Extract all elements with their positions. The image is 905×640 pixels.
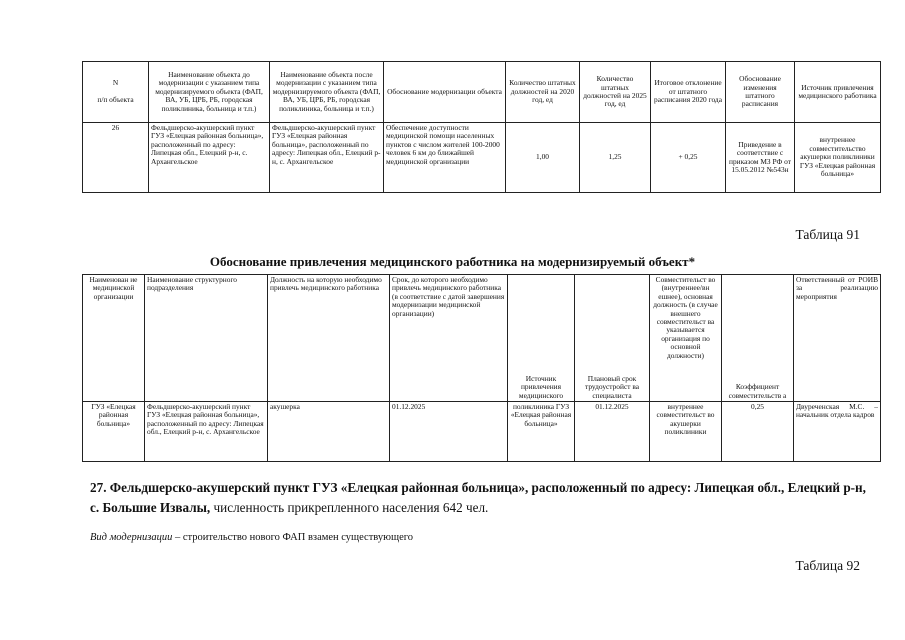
table-cell: 01.12.2025 [575, 402, 650, 462]
table-cell: 01.12.2025 [390, 402, 508, 462]
header-cell: Источник привлечения медицинского [508, 275, 575, 402]
header-cell: Коэффициент совместительств а [722, 275, 794, 402]
header-cell: Количество штатных должностей на 2025 год, ед [580, 62, 651, 123]
table-cell: 26 [83, 123, 149, 193]
table-cell: внутреннее совместительство акушерки поликлиники ГУЗ «Елецкая районная больница» [795, 123, 881, 193]
table-number: Таблица 92 [795, 558, 860, 573]
table-cell: акушерка [268, 402, 390, 462]
table-cell: внутреннее совместительст во акушерки поликлиники [650, 402, 722, 462]
header-cell: Обоснование модернизации объекта [384, 62, 506, 123]
header-cell: Источник привлечения медицинского работника [795, 62, 881, 123]
header-row [83, 62, 881, 123]
section-heading [90, 478, 870, 518]
table-row [83, 402, 881, 462]
header-cell: Совместительст во (внутреннее/вн ешнее), основная должность (в случае внешнего совместительст ва указывается организация по основной должности) [650, 275, 722, 402]
table-cell: + 0,25 [651, 123, 726, 193]
table-cell: 1,25 [580, 123, 651, 193]
table-cell: Приведение в соответствие с приказом МЗ РФ от 15.05.2012 №543н [726, 123, 795, 193]
header-cell: Наименование объекта до модернизации с указанием типа модернизируемого объекта (ФАП, ВА, УБ, ЦРБ, РБ, городская поликлиника, больница и т.п.) [149, 62, 270, 123]
header-cell: Срок, до которого необходимо привлечь медицинского работника (в соответствие с датой завершения модернизации медицинской организации) [390, 275, 508, 402]
table-cell: 0,25 [722, 402, 794, 462]
header-cell: Наименован ие медицинской организации [83, 275, 145, 402]
table-cell: Фельдшерско-акушерский пункт ГУЗ «Елецкая районная больница», расположенный по адресу: Липецкая обл., Елецкий р-н, с. Архангельское [145, 402, 268, 462]
modernization-label: Вид модернизации [90, 532, 173, 543]
header-cell: Итоговое отклонение от штатного расписания 2020 года [651, 62, 726, 123]
header-cell: Ответственный от РОИВ за реализацию мероприятия [794, 275, 881, 402]
table-cell: Фельдшерско-акушерский пункт ГУЗ «Елецкая районная больница», расположенный по адресу: Липецкая обл., Елецкий р-н, с. Архангельское [149, 123, 270, 193]
table-cell: ГУЗ «Елецкая районная больница» [83, 402, 145, 462]
header-cell: Плановый срок трудоустройст ва специалиста [575, 275, 650, 402]
table-number: Таблица 91 [795, 227, 860, 242]
recruitment-table [82, 274, 881, 462]
table-cell: 1,00 [506, 123, 580, 193]
table-cell: Фельдшерско-акушерский пункт ГУЗ «Елецкая районная больница», расположенный по адресу: Липецкая обл., Елецкий р-н, с. Архангельское [270, 123, 384, 193]
header-cell: N п/п объекта [83, 62, 149, 123]
table-title: Обоснование привлечения медицинского работника на модернизируемый объект* [209, 254, 696, 269]
table-row [83, 123, 881, 193]
table-cell: Двуреченская М.С. – начальник отдела кадров [794, 402, 881, 462]
table-cell: Обеспечение доступности медицинской помощи населенных пунктов с числом жителей 100-2000 человек 6 км до ближайшей медицинской организации [384, 123, 506, 193]
modernization-type [90, 532, 413, 543]
header-cell: Должность на которую необходимо привлечь медицинского работника [268, 275, 390, 402]
modernization-text: – строительство нового ФАП взамен существующего [172, 532, 414, 543]
staffing-table [82, 61, 881, 193]
header-cell: Количество штатных должностей на 2020 год, ед [506, 62, 580, 123]
header-row [83, 275, 881, 402]
header-cell: Обоснование изменения штатного расписания [726, 62, 795, 123]
header-cell: Наименование объекта после модернизации с указанием типа модернизируемого объекта (ФАП, ВА, УБ, ЦРБ, РБ, городская поликлиника, больница и т.п.) [270, 62, 384, 123]
table-cell: поликлиника ГУЗ «Елецкая районная больница» [508, 402, 575, 462]
header-cell: Наименование структурного подразделения [145, 275, 268, 402]
section-title-bold: 27. Фельдшерско-акушерский пункт ГУЗ «Елецкая районная больница», расположенный по адресу: Липецкая обл., Елецкий р-н, с. Большие Извалы, [90, 480, 866, 515]
section-population: численность прикрепленного населения 642 чел. [210, 500, 489, 515]
